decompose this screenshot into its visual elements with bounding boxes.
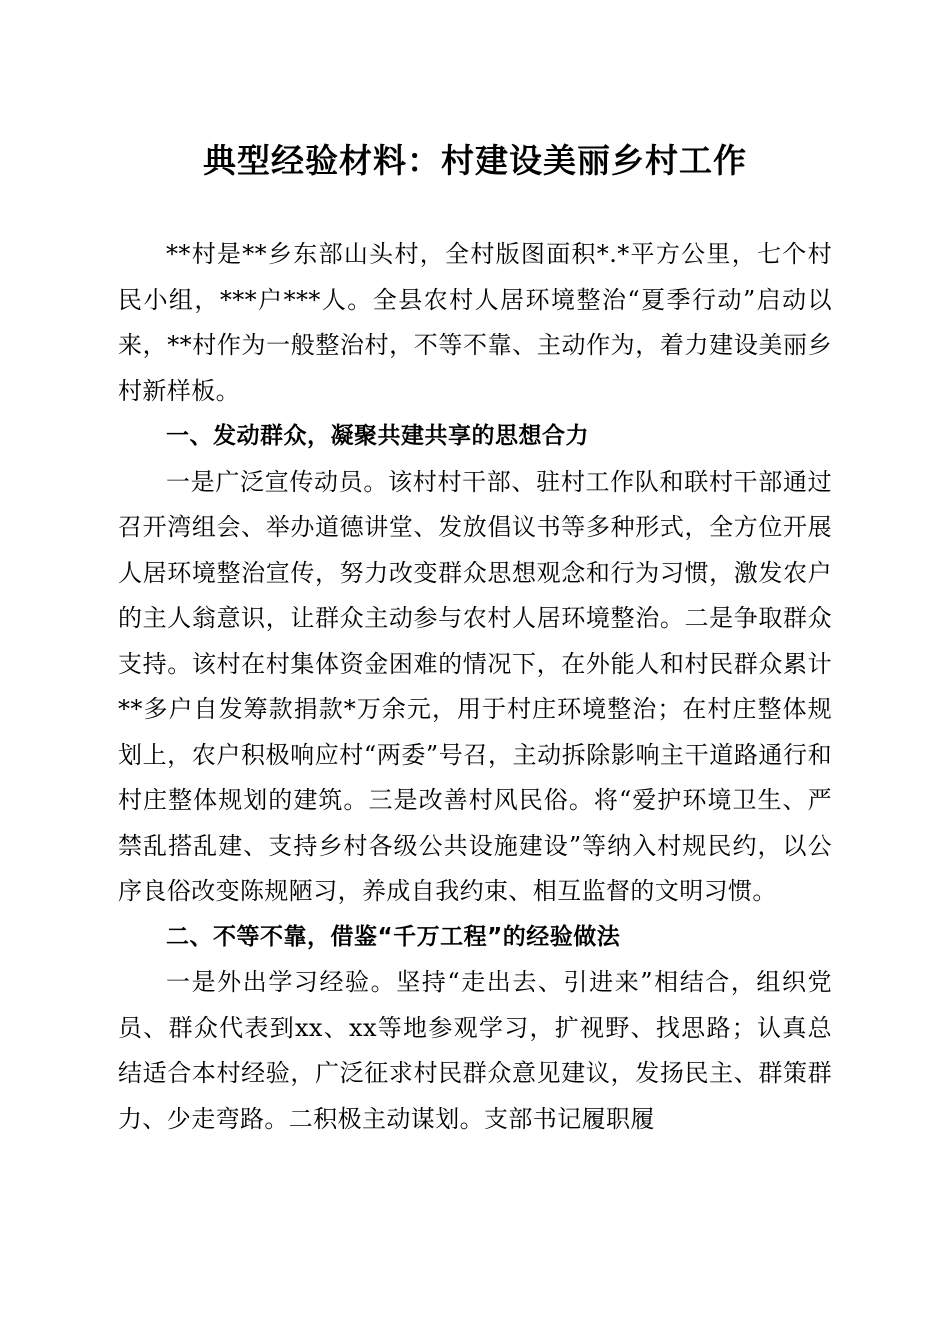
section-1-paragraph: 一是广泛宣传动员。该村村干部、驻村工作队和联村干部通过召开湾组会、举办道德讲堂、发放倡议书等多种形式，全方位开展人居环境整治宣传，努力改变群众思想观念和行为习惯，激发农户的主人翁意识，让群众主动参与农村人居环境整治。二是争取群众支持。该村在村集体资金困难的情况下，在外能人和村民群众累计**多户自发筹款捐款*万余元，用于村庄环境整治；在村庄整体规划上，农户积极响应村“两委”号召，主动拆除影响主干道路通行和村庄整体规划的建筑。三是改善村风民俗。将“爱护环境卫生、严禁乱搭乱建、支持乡村各级公共设施建设”等纳入村规民约，以公序良俗改变陈规陋习，养成自我约束、相互监督的文明习惯。 bbox=[118, 467, 832, 905]
document-title: 典型经验材料：村建设美丽乡村工作 bbox=[203, 141, 747, 180]
section-2-heading: 二、不等不靠，借鉴“千万工程”的经验做法 bbox=[166, 923, 621, 950]
section-2-paragraph: 一是外出学习经验。坚持“走出去、引进来”相结合，组织党员、群众代表到xx、xx等地参观学习，扩视野、找思路；认真总结适合本村经验，广泛征求村民群众意见建议，发扬民主、群策群力、少走弯路。二积极主动谋划。支部书记履职履 bbox=[118, 968, 832, 1133]
document-body bbox=[118, 232, 832, 1142]
section-1-heading: 一、发动群众，凝聚共建共享的思想合力 bbox=[166, 423, 589, 449]
intro-paragraph: **村是**乡东部山头村，全村版图面积*.*平方公里，七个村民小组，***户***人。全县农村人居环境整治“夏季行动”启动以来，**村作为一般整治村，不等不靠、主动作为，着力建设美丽乡村新样板。 bbox=[118, 240, 832, 405]
